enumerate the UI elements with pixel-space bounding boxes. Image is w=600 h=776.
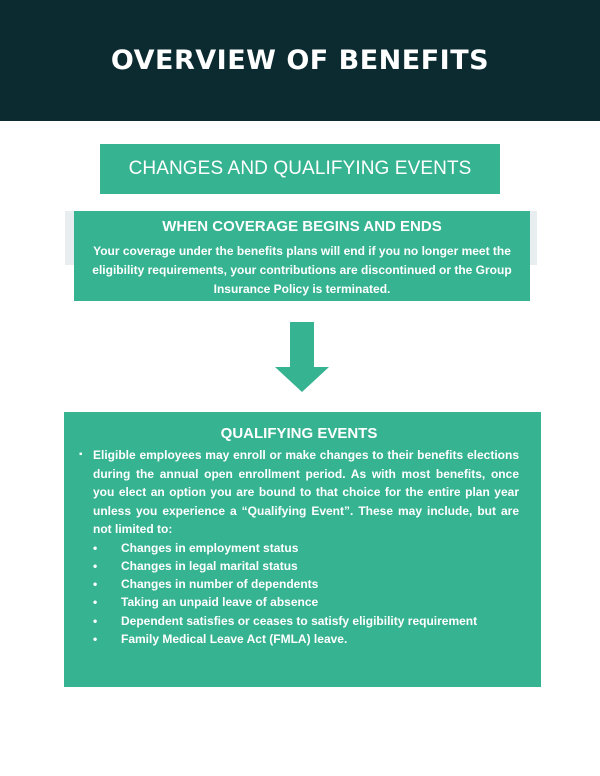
qualifying-intro xyxy=(79,446,519,539)
qualifying-events-list xyxy=(79,539,519,649)
section-title-banner xyxy=(100,144,500,194)
bullet-icon: ▪ xyxy=(79,449,83,460)
bullet-icon: • xyxy=(93,577,98,592)
coverage-heading: WHEN COVERAGE BEGINS AND ENDS xyxy=(162,218,442,235)
list-item-text: Changes in number of dependents xyxy=(121,577,319,592)
list-item-text: Family Medical Leave Act (FMLA) leave. xyxy=(121,631,348,646)
bullet-icon: • xyxy=(93,540,98,555)
page-title: OVERVIEW OF BENEFITS xyxy=(110,45,490,76)
bullet-icon: • xyxy=(93,558,98,573)
qualifying-intro-text: Eligible employees may enroll or make changes to their benefits elections during the annual open enrollment period. As with most benefits, once you elect an option you are bound to that choice for the entire plan year unless you experience a “Qualifying Event”. These may include, but are not limited to: xyxy=(93,448,519,536)
list-item xyxy=(93,612,519,630)
list-item-text: Changes in employment status xyxy=(121,540,299,555)
list-item-text: Taking an unpaid leave of absence xyxy=(121,595,319,610)
bullet-icon: • xyxy=(93,613,98,628)
bullet-icon: • xyxy=(93,595,98,610)
list-item xyxy=(93,539,519,557)
list-item xyxy=(93,593,519,611)
qualifying-events-box xyxy=(64,412,541,687)
list-item xyxy=(93,630,519,648)
down-arrow-icon xyxy=(275,322,329,392)
coverage-box xyxy=(74,211,530,301)
coverage-body: Your coverage under the benefits plans will end if you no longer meet the eligibility requirements, your contributions are discontinued or the Group Insurance Policy is terminated. xyxy=(92,244,512,296)
list-item-text: Dependent satisfies or ceases to satisfy eligibility requirement xyxy=(121,613,478,628)
section-title: CHANGES AND QUALIFYING EVENTS xyxy=(128,158,472,179)
list-item xyxy=(93,557,519,575)
list-item-text: Changes in legal marital status xyxy=(121,558,298,573)
qualifying-heading: QUALIFYING EVENTS xyxy=(220,425,378,442)
bullet-icon: • xyxy=(93,631,98,646)
page-header xyxy=(0,0,600,121)
list-item xyxy=(93,575,519,593)
